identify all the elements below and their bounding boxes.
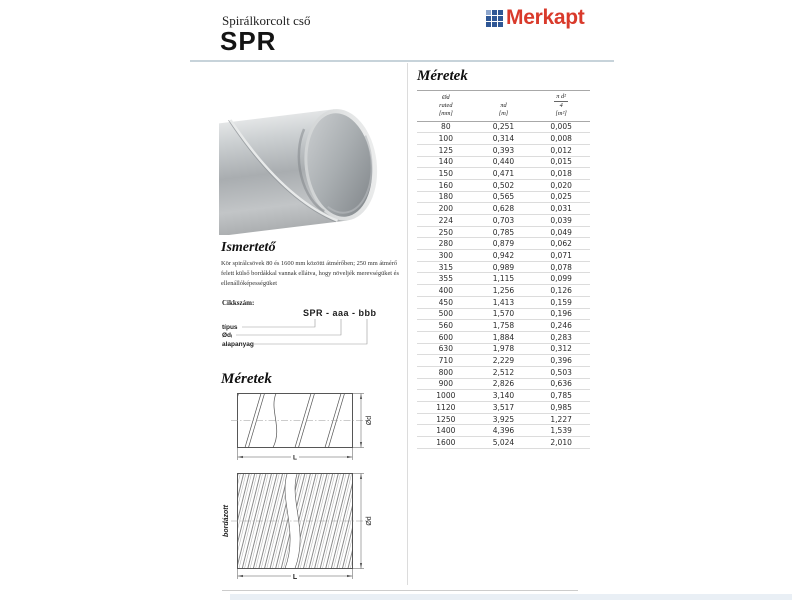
table-cell: 1400 xyxy=(436,426,456,436)
table-cell: 2,229 xyxy=(492,356,515,366)
table-cell: 0,015 xyxy=(550,157,572,167)
table-cell: 2,010 xyxy=(550,437,572,447)
size-table xyxy=(417,90,590,449)
table-cell: 0,039 xyxy=(550,215,572,225)
table-cell: 0,071 xyxy=(550,250,572,260)
table-row xyxy=(417,179,590,191)
table-cell: 0,020 xyxy=(550,180,572,190)
product-subtitle: Spirálkorcolt cső xyxy=(222,13,311,28)
table-cell: 160 xyxy=(438,180,453,190)
table-cell: 0,314 xyxy=(492,134,515,144)
table-cell: 0,628 xyxy=(492,204,515,214)
drawing-ribbed-duct xyxy=(221,471,376,585)
table-row xyxy=(417,238,590,250)
ordering-code-diagram xyxy=(221,306,399,350)
table-cell: 1120 xyxy=(436,402,456,412)
table-cell: 0,440 xyxy=(492,157,515,167)
table-row xyxy=(417,261,590,273)
col-header-circumference xyxy=(475,91,533,122)
table-row xyxy=(417,320,590,332)
size-table-body xyxy=(417,121,590,448)
table-cell: 0,126 xyxy=(550,285,572,295)
table-cell: 100 xyxy=(438,134,453,144)
table-cell: 315 xyxy=(438,262,453,272)
table-cell: 1,978 xyxy=(492,344,515,354)
table-row xyxy=(417,413,590,425)
col-header-line: πd xyxy=(500,102,507,110)
leader-line-type xyxy=(242,319,315,327)
table-cell: 900 xyxy=(438,379,453,389)
table-row xyxy=(417,144,590,156)
table-cell: 0,283 xyxy=(550,332,572,342)
table-row xyxy=(417,133,590,145)
brand-squares-icon xyxy=(486,10,503,27)
col-header-line: rated xyxy=(439,102,453,110)
table-cell: 800 xyxy=(438,367,453,377)
table-row xyxy=(417,390,590,402)
table-cell: 1,227 xyxy=(550,414,572,424)
table-cell: 0,031 xyxy=(550,204,572,214)
diameter-label: Ød xyxy=(366,516,373,526)
table-cell: 180 xyxy=(438,192,453,202)
table-row xyxy=(417,425,590,437)
table-cell: 0,785 xyxy=(492,227,515,237)
intro-heading: Ismertető xyxy=(221,240,276,255)
table-row xyxy=(417,378,590,390)
table-header-row xyxy=(417,91,590,122)
table-cell: 0,062 xyxy=(550,239,572,249)
product-photo-spiral-duct xyxy=(219,103,395,235)
table-cell: 1,413 xyxy=(492,297,515,307)
diameter-label: Ød xyxy=(366,415,373,426)
table-cell: 0,005 xyxy=(550,122,572,132)
legend-diameter: Ødᵢ xyxy=(222,332,232,339)
table-row xyxy=(417,355,590,367)
footer-band xyxy=(230,594,792,600)
col-header-diameter xyxy=(417,91,475,122)
table-cell: 450 xyxy=(438,297,453,307)
table-cell: 80 xyxy=(441,122,451,132)
table-row xyxy=(417,285,590,297)
table-cell: 4,396 xyxy=(492,426,515,436)
col-header-area xyxy=(532,91,590,122)
table-cell: 140 xyxy=(438,157,453,167)
table-row xyxy=(417,121,590,133)
table-cell: 355 xyxy=(438,274,453,284)
table-cell: 150 xyxy=(438,169,453,179)
table-cell: 0,159 xyxy=(550,297,572,307)
table-cell: 0,012 xyxy=(550,145,572,155)
table-row xyxy=(417,215,590,227)
table-cell: 280 xyxy=(438,239,453,249)
leader-line-material xyxy=(254,319,367,344)
table-cell: 0,049 xyxy=(550,227,572,237)
table-cell: 3,517 xyxy=(492,402,515,412)
table-cell: 1,758 xyxy=(492,321,515,331)
table-row xyxy=(417,191,590,203)
table-cell: 0,018 xyxy=(550,169,572,179)
table-cell: 0,396 xyxy=(550,356,572,366)
drawing-plain-duct xyxy=(221,390,376,468)
col-header-line: [m] xyxy=(498,110,509,118)
length-label: L xyxy=(292,573,298,581)
header-rule xyxy=(190,60,614,62)
col-header-line: Ød xyxy=(441,94,450,101)
table-cell: 0,785 xyxy=(550,391,572,401)
table-cell: 3,925 xyxy=(492,414,515,424)
brand-logo xyxy=(486,6,584,30)
legend-material: alapanyag xyxy=(222,341,254,348)
table-cell: 200 xyxy=(438,204,453,214)
table-cell: 0,312 xyxy=(550,344,572,354)
table-cell: 1250 xyxy=(436,414,456,424)
table-cell: 250 xyxy=(438,227,453,237)
ordering-code-label: Cikkszám: xyxy=(222,299,255,307)
table-cell: 0,989 xyxy=(492,262,515,272)
table-cell: 0,099 xyxy=(550,274,572,284)
table-cell: 2,512 xyxy=(492,367,515,377)
table-row xyxy=(417,250,590,262)
ribbed-caption: bordázott xyxy=(223,505,230,537)
table-cell: 600 xyxy=(438,332,453,342)
table-cell: 5,024 xyxy=(492,437,515,447)
table-row xyxy=(417,168,590,180)
table-cell: 2,826 xyxy=(492,379,515,389)
table-cell: 630 xyxy=(438,344,453,354)
table-cell: 1,570 xyxy=(492,309,515,319)
table-cell: 0,636 xyxy=(550,379,572,389)
length-label: L xyxy=(293,454,297,462)
footer-rule xyxy=(222,590,578,591)
table-cell: 1,256 xyxy=(492,285,515,295)
table-cell: 0,703 xyxy=(492,215,515,225)
table-cell: 1,115 xyxy=(492,274,515,284)
table-cell: 400 xyxy=(438,285,453,295)
table-cell: 0,251 xyxy=(492,122,515,132)
table-cell: 0,471 xyxy=(492,169,515,179)
table-cell: 0,008 xyxy=(550,134,572,144)
table-row xyxy=(417,296,590,308)
table-cell: 1,539 xyxy=(550,426,572,436)
table-cell: 0,879 xyxy=(492,239,515,249)
table-cell: 3,140 xyxy=(492,391,515,401)
table-cell: 0,246 xyxy=(550,321,572,331)
table-cell: 224 xyxy=(438,215,453,225)
table-heading: Méretek xyxy=(417,68,468,84)
table-cell: 0,393 xyxy=(492,145,515,155)
table-cell: 0,025 xyxy=(550,192,572,202)
table-row xyxy=(417,308,590,320)
table-cell: 1,884 xyxy=(492,332,515,342)
col-header-line: [mm] xyxy=(438,110,453,118)
brand-name: Merkapt xyxy=(506,6,585,29)
table-cell: 0,503 xyxy=(550,367,572,377)
table-row xyxy=(417,402,590,414)
col-header-line: 4 xyxy=(559,102,563,110)
table-cell: 1600 xyxy=(436,437,456,447)
table-row xyxy=(417,437,590,449)
table-row xyxy=(417,203,590,215)
table-row xyxy=(417,226,590,238)
table-row xyxy=(417,343,590,355)
table-cell: 560 xyxy=(438,321,453,331)
table-cell: 710 xyxy=(438,356,453,366)
table-cell: 500 xyxy=(438,309,453,319)
table-row xyxy=(417,273,590,285)
intro-paragraph: Kör spirálcsövek 80 és 1600 mm közötti átmérőben; 250 mm átmérő felett külső bordákkal vannak ellátva, hogy növeljék merevségüket és ellenállóképességüket xyxy=(221,260,399,287)
table-row xyxy=(417,156,590,168)
column-divider xyxy=(407,63,408,585)
table-cell: 0,565 xyxy=(492,192,515,202)
table-cell: 0,078 xyxy=(550,262,572,272)
legend-type: típus xyxy=(222,324,238,331)
table-cell: 0,502 xyxy=(492,180,515,190)
table-row xyxy=(417,366,590,378)
table-cell: 0,942 xyxy=(492,250,515,260)
table-cell: 0,985 xyxy=(550,402,572,412)
col-header-line: π d² xyxy=(554,93,568,102)
col-header-line: [m²] xyxy=(555,110,567,118)
table-cell: 0,196 xyxy=(550,309,572,319)
table-cell: 1000 xyxy=(436,391,456,401)
dimensions-heading-left: Méretek xyxy=(221,371,272,387)
table-cell: 125 xyxy=(438,145,453,155)
ordering-code: SPR - aaa - bbb xyxy=(303,308,377,318)
table-cell: 300 xyxy=(438,250,453,260)
table-row xyxy=(417,331,590,343)
product-code-title: SPR xyxy=(220,26,277,56)
